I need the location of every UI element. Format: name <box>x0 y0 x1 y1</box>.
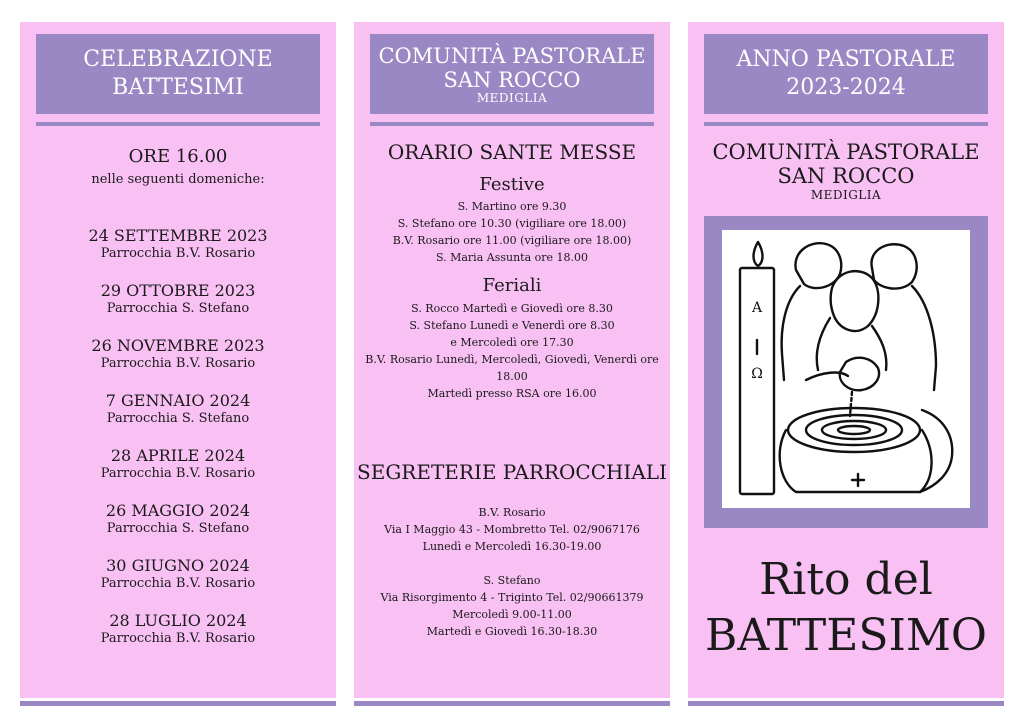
header-divider <box>36 122 320 126</box>
feriali-line: S. Rocco Martedì e Giovedì ore 8.30 <box>411 302 613 315</box>
header-box <box>370 34 654 114</box>
office-line: Via I Maggio 43 - Mombretto Tel. 02/9067176 <box>384 523 640 536</box>
header-line-1: CELEBRAZIONE <box>83 47 273 72</box>
header-divider <box>370 122 654 126</box>
office-line: Lunedì e Mercoledì 16.30-19.00 <box>422 540 602 553</box>
org-line-2: SAN ROCCO <box>777 164 915 188</box>
date-entry <box>20 336 336 372</box>
date-entry <box>20 501 336 537</box>
office-stefano <box>354 572 670 640</box>
feriali-line: S. Stefano Lunedì e Venerdì ore 8.30 <box>409 319 615 332</box>
cover-title-line-1: Rito del <box>759 554 933 605</box>
festive-line: S. Stefano ore 10.30 (vigiliare ore 18.00) <box>397 217 627 230</box>
date-entry <box>20 611 336 647</box>
feriali-line: Martedì presso RSA ore 16.00 <box>427 387 597 400</box>
header-box <box>36 34 320 114</box>
office-line: B.V. Rosario <box>478 506 546 519</box>
date: 28 LUGLIO 2024 <box>109 611 247 630</box>
date: 26 NOVEMBRE 2023 <box>91 336 265 355</box>
panel-mass-schedule <box>354 22 670 698</box>
office-line: Martedì e Giovedì 16.30-18.30 <box>426 625 598 638</box>
header-line-3: MEDIGLIA <box>476 90 548 105</box>
omega-letter: Ω <box>751 366 763 382</box>
header-line-1: COMUNITÀ PASTORALE <box>378 43 646 68</box>
panel-cover <box>688 22 1004 698</box>
header-line-2: SAN ROCCO <box>443 67 581 92</box>
flame-shape <box>754 242 763 266</box>
office-line: Via Risorgimento 4 - Triginto Tel. 02/90661379 <box>380 591 644 604</box>
parish: Parrocchia B.V. Rosario <box>100 631 256 646</box>
date: 30 GIUGNO 2024 <box>106 556 250 575</box>
date-entry <box>20 281 336 317</box>
date-entry <box>20 391 336 427</box>
date: 29 OTTOBRE 2023 <box>100 281 256 300</box>
parish: Parrocchia B.V. Rosario <box>100 246 256 261</box>
org-line-1: COMUNITÀ PASTORALE <box>712 140 980 164</box>
date-entry <box>20 556 336 592</box>
date: 26 MAGGIO 2024 <box>105 501 251 520</box>
header-line-2: BATTESIMI <box>112 75 244 100</box>
feriali-list <box>354 300 670 402</box>
festive-line: B.V. Rosario ore 11.00 (vigiliare ore 18.00) <box>392 234 632 247</box>
date: 7 GENNAIO 2024 <box>105 391 251 410</box>
alpha-letter: A <box>751 300 763 316</box>
header-line-1: ANNO PASTORALE <box>736 47 956 72</box>
festive-line: S. Martino ore 9.30 <box>457 200 567 213</box>
date-entry <box>20 226 336 262</box>
feriali-title: Feriali <box>482 275 542 296</box>
cover-title-line-2: BATTESIMO <box>705 610 987 661</box>
festive-list <box>354 198 670 266</box>
subtitle: nelle seguenti domeniche: <box>91 172 265 187</box>
feriali-line: e Mercoledì ore 17.30 <box>450 336 574 349</box>
header-divider <box>704 122 988 126</box>
org-line-3: MEDIGLIA <box>810 188 882 202</box>
parish: Parrocchia S. Stefano <box>106 521 250 536</box>
parish: Parrocchia S. Stefano <box>106 411 250 426</box>
time-label: ORE 16.00 <box>128 146 228 167</box>
header-line-2: 2023-2024 <box>786 75 906 100</box>
header-box <box>704 34 988 114</box>
date: 24 SETTEMBRE 2023 <box>88 226 268 245</box>
office-rosario <box>354 504 670 555</box>
office-line: Mercoledì 9.00-11.00 <box>452 608 572 621</box>
offices-title: SEGRETERIE PARROCCHIALI <box>357 460 667 484</box>
parish: Parrocchia S. Stefano <box>106 301 250 316</box>
masses-title: ORARIO SANTE MESSE <box>387 140 637 164</box>
parish: Parrocchia B.V. Rosario <box>100 356 256 371</box>
cover-title <box>688 552 1004 664</box>
date: 28 APRILE 2024 <box>110 446 246 465</box>
feriali-line: B.V. Rosario Lunedì, Mercoledì, Giovedì, Venerdì ore 18.00 <box>365 353 659 383</box>
office-line: S. Stefano <box>483 574 541 587</box>
date-entry <box>20 446 336 482</box>
festive-title: Festive <box>479 174 545 195</box>
baptism-drawing <box>722 230 970 508</box>
festive-line: S. Maria Assunta ore 18.00 <box>435 251 589 264</box>
parish: Parrocchia B.V. Rosario <box>100 576 256 591</box>
panel-baptism-dates <box>20 22 336 698</box>
baptism-illustration-frame <box>704 216 988 528</box>
community-name <box>688 140 1004 202</box>
parish: Parrocchia B.V. Rosario <box>100 466 256 481</box>
baptism-illustration <box>722 230 970 508</box>
